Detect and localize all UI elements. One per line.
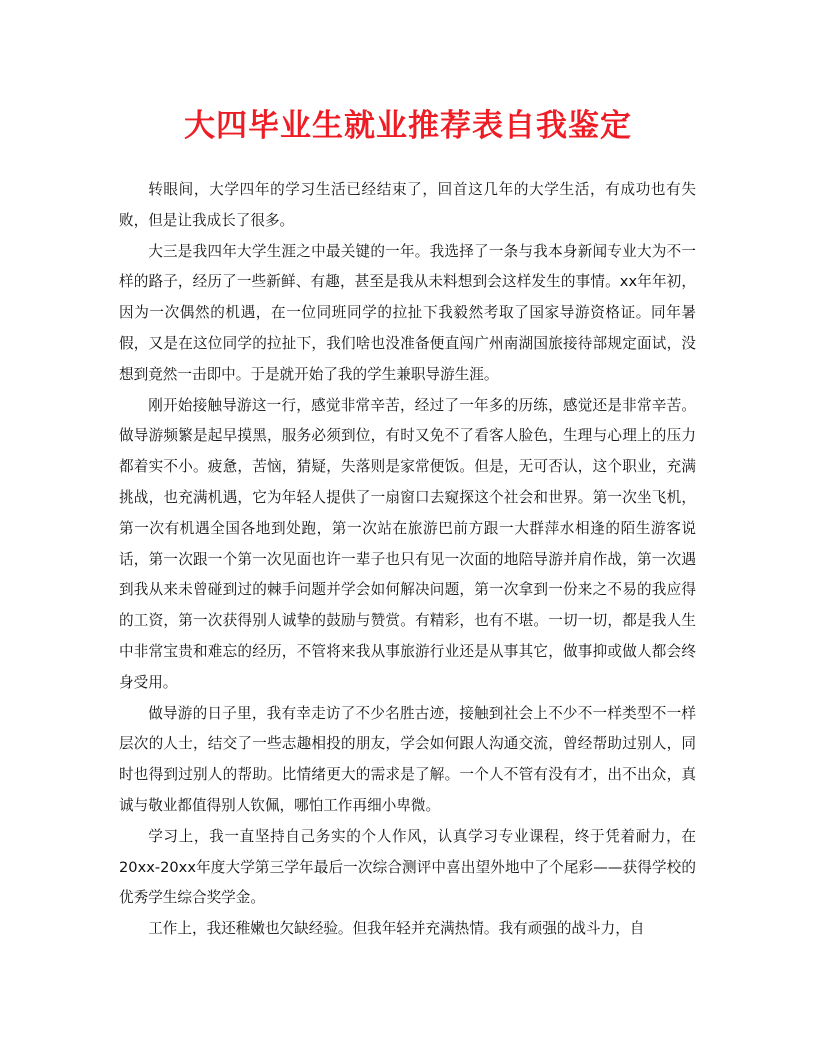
document-body xyxy=(119,175,696,945)
paragraph-junior-year: 大三是我四年大学生涯之中最关键的一年。我选择了一条与我本身新闻专业大为不一样的路子，经历了一些新鲜、有趣，甚至是我从未料想到会这样发生的事情。xx年年初，因为一次偶然的机遇，在一位同班同学的拉扯下我毅然考取了国家导游资格证。同年暑假，又是在这位同学的拉扯下，我们啥也没准备便直闯广州南湖国旅接待部规定面试，没想到竟然一击即中。于是就开始了我的学生兼职导游生涯。 xyxy=(119,242,696,383)
paragraph-work: 工作上，我还稚嫩也欠缺经验。但我年轻并充满热情。我有顽强的战斗力，自 xyxy=(148,920,645,938)
document-title: 大四毕业生就业推荐表自我鉴定 xyxy=(184,108,632,144)
paragraph-tour-guide-experience: 做导游的日子里，我有幸走访了不少名胜古迹，接触到社会上不少不一样类型不一样层次的人士，结交了一些志趣相投的朋友，学会如何跟人沟通交流，曾经帮助过别人，同时也得到过别人的帮助。比情绪更大的需求是了解。一个人不管有没有才，出不出众，真诚与敬业都值得别人钦佩，哪怕工作再细小卑微。 xyxy=(119,704,696,814)
paragraph-intro: 转眼间，大学四年的学习生活已经结束了，回首这几年的大学生活，有成功也有失败，但是让我成长了很多。 xyxy=(119,181,696,229)
paragraph-study: 学习上，我一直坚持自己务实的个人作风，认真学习专业课程，终于凭着耐力，在20xx-20xx年度大学第三学年最后一次综合测评中喜出望外地中了个尾彩——获得学校的优秀学生综合奖学金。 xyxy=(119,827,696,907)
paragraph-tour-guide-work: 刚开始接触导游这一行，感觉非常辛苦，经过了一年多的历练，感觉还是非常辛苦。做导游频繁是起早摸黑，服务必须到位，有时又免不了看客人脸色，生理与心理上的压力都着实不小。疲惫，苦恼，猜疑，失落则是家常便饭。但是，无可否认，这个职业，充满挑战，也充满机遇，它为年轻人提供了一扇窗口去窥探这个社会和世界。第一次坐飞机，第一次有机遇全国各地到处跑，第一次站在旅游巴前方跟一大群萍水相逢的陌生游客说话，第一次跟一个第一次见面也许一辈子也只有见一次面的地陪导游并肩作战，第一次遇到我从来未曾碰到过的棘手问题并学会如何解决问题，第一次拿到一份来之不易的我应得的工资，第一次获得别人诚挚的鼓励与赞赏。有精彩，也有不堪。一切一切，都是我人生中非常宝贵和难忘的经历，不管将来我从事旅游行业还是从事其它，做事抑或做人都会终身受用。 xyxy=(119,396,696,691)
